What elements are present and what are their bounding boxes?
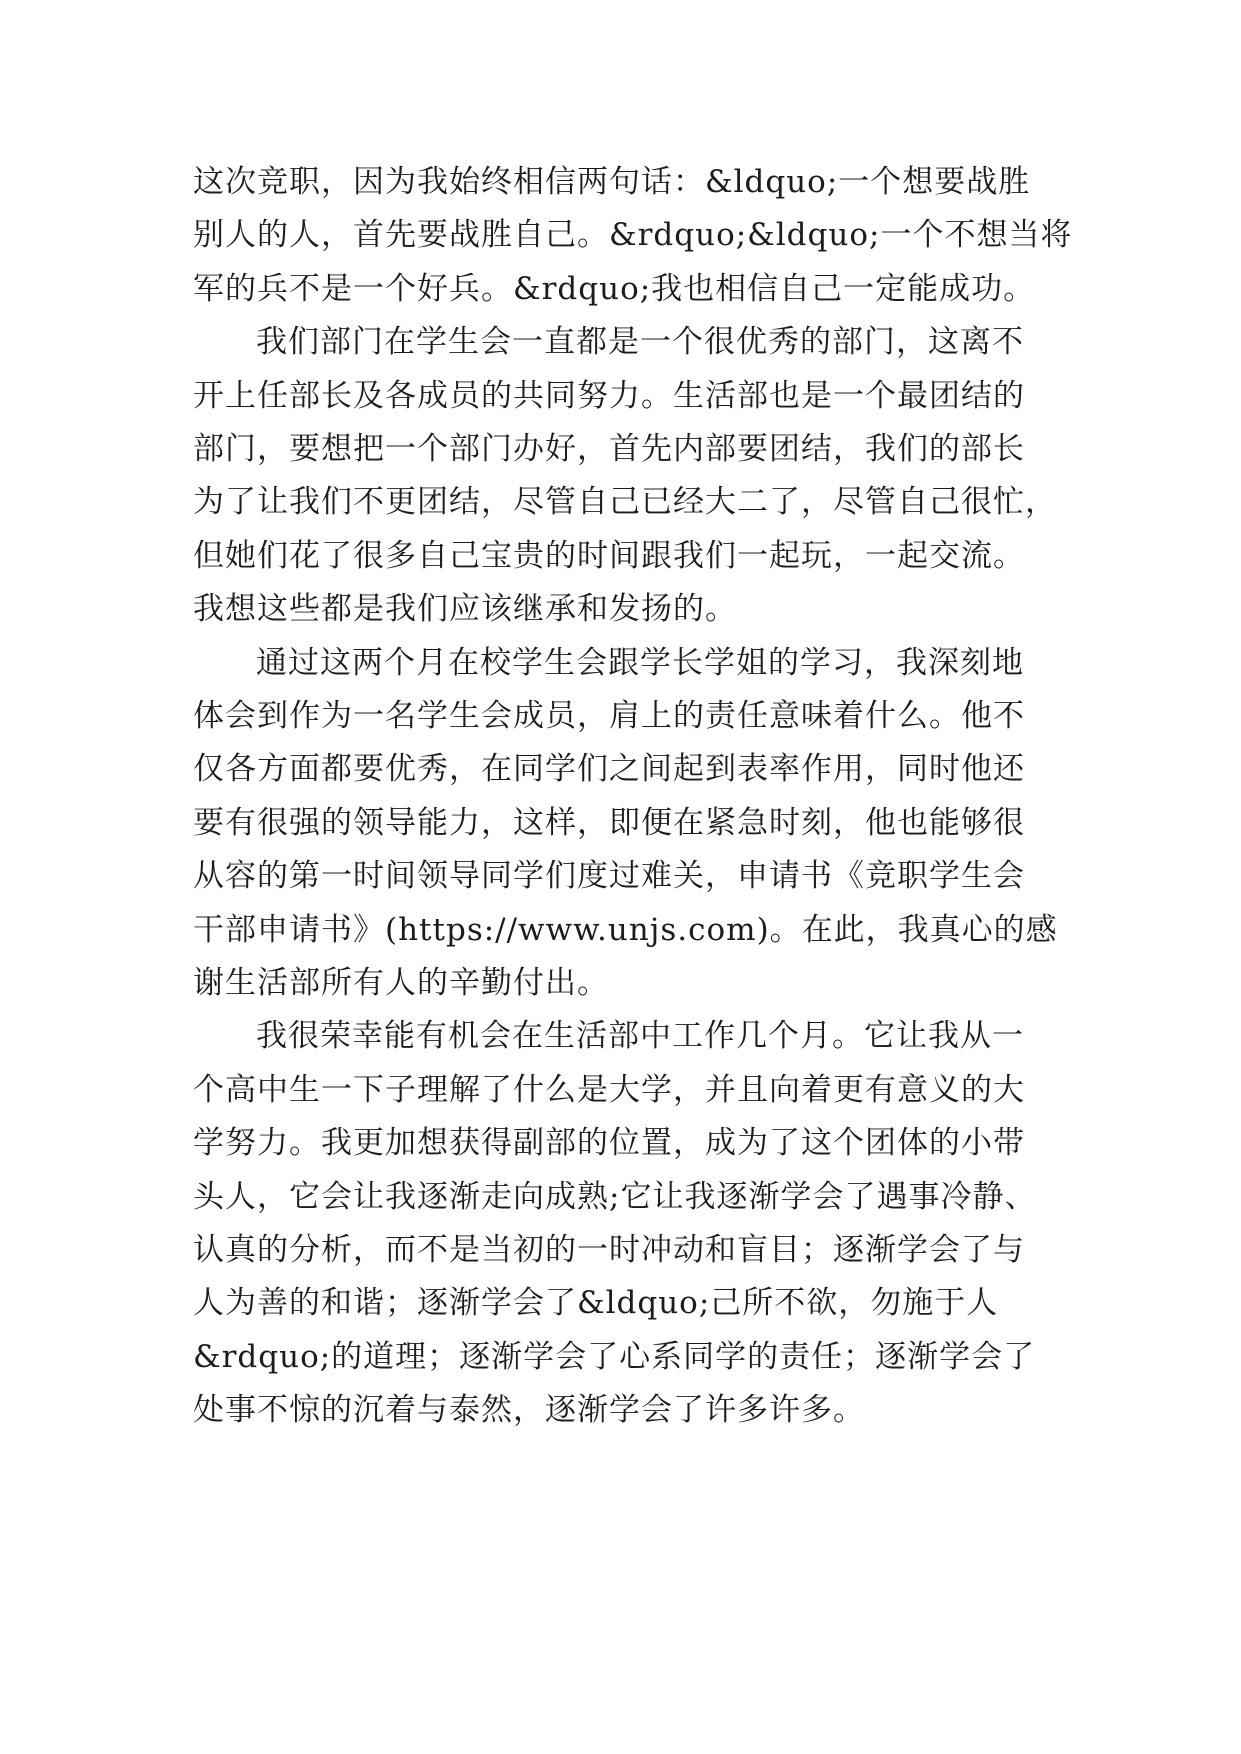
text-line: 我想这些都是我们应该继承和发扬的。 [193, 591, 737, 627]
text-line: 谢生活部所有人的辛勤付出。 [193, 965, 609, 1001]
text-line: 但她们花了很多自己宝贵的时间跟我们一起玩，一起交流。 [193, 538, 1025, 574]
text-line: 处事不惊的沉着与泰然，逐渐学会了许多许多。 [193, 1392, 865, 1428]
text-line: 人为善的和谐；逐渐学会了&ldquo;己所不欲，勿施于人 [193, 1285, 999, 1321]
text-line: 头人，它会让我逐渐走向成熟;它让我逐渐学会了遇事冷静、 [193, 1179, 1037, 1215]
text-line: 仅各方面都要优秀，在同学们之间起到表率作用，同时他还 [193, 751, 1025, 787]
text-line: 干部申请书》(https://www.unjs.com)。在此，我真心的感 [193, 912, 1058, 948]
text-line: 为了让我们不更团结，尽管自己已经大二了，尽管自己很忙， [193, 484, 1057, 520]
text-line: 这次竞职，因为我始终相信两句话：&ldquo;一个想要战胜 [193, 164, 1031, 200]
text-line: 我很荣幸能有机会在生活部中工作几个月。它让我从一 [256, 1018, 1024, 1054]
text-line: 部门，要想把一个部门办好，首先内部要团结，我们的部长 [193, 431, 1025, 467]
text-line: 开上任部长及各成员的共同努力。生活部也是一个最团结的 [193, 378, 1025, 414]
text-line: 要有很强的领导能力，这样，即便在紧急时刻，他也能够很 [193, 805, 1025, 841]
text-line: 军的兵不是一个好兵。&rdquo;我也相信自己一定能成功。 [193, 271, 1036, 307]
text-line: 认真的分析，而不是当初的一时冲动和盲目；逐渐学会了与 [193, 1232, 1025, 1268]
text-line: 从容的第一时间领导同学们度过难关，申请书《竞职学生会 [193, 858, 1025, 894]
text-line: 体会到作为一名学生会成员，肩上的责任意味着什么。他不 [193, 698, 1025, 734]
text-line: 个高中生一下子理解了什么是大学，并且向着更有意义的大 [193, 1072, 1025, 1108]
text-line: 我们部门在学生会一直都是一个很优秀的部门，这离不 [256, 324, 1024, 360]
text-line: 通过这两个月在校学生会跟学长学姐的学习，我深刻地 [256, 645, 1024, 681]
text-line: 别人的人，首先要战胜自己。&rdquo;&ldquo;一个不想当将 [193, 217, 1073, 253]
text-line: &rdquo;的道理；逐渐学会了心系同学的责任；逐渐学会了 [193, 1339, 1036, 1375]
text-line: 学努力。我更加想获得副部的位置，成为了这个团体的小带 [193, 1125, 1025, 1161]
